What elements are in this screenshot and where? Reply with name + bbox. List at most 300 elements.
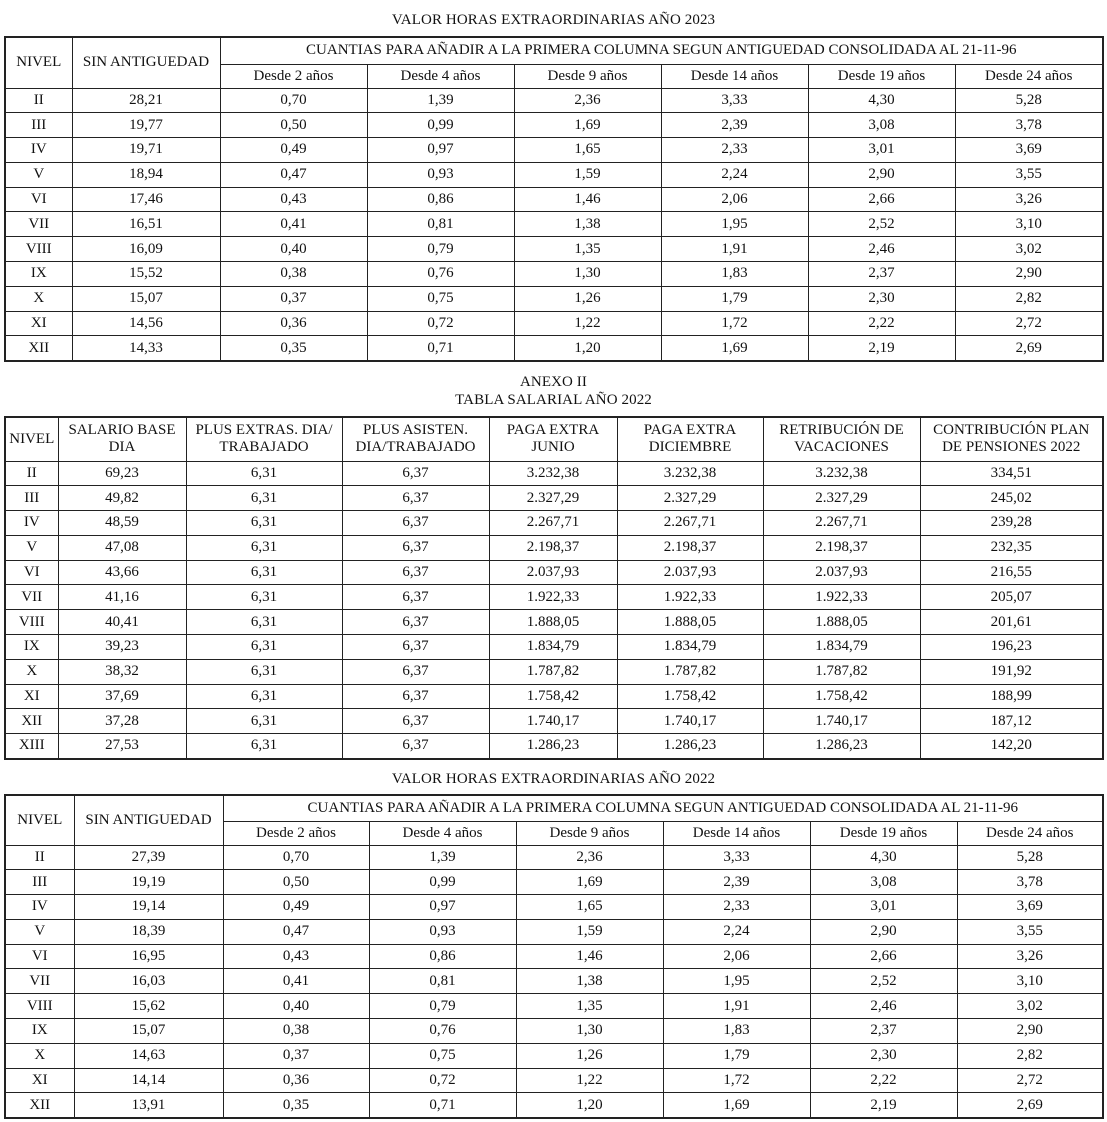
value-cell: 1,69 xyxy=(663,1093,810,1118)
level-cell: II xyxy=(5,88,72,113)
value-cell: 1.286,23 xyxy=(617,734,763,759)
value-cell: 6,37 xyxy=(342,585,489,610)
sub-header: Desde 14 años xyxy=(663,821,810,845)
value-cell: 2.037,93 xyxy=(617,560,763,585)
value-cell: 19,71 xyxy=(72,138,220,163)
value-cell: 0,50 xyxy=(223,870,369,895)
value-cell: 6,31 xyxy=(186,511,342,536)
table-row xyxy=(5,336,1103,361)
level-cell: X xyxy=(5,1043,74,1068)
value-cell: 15,52 xyxy=(72,262,220,287)
value-cell: 14,63 xyxy=(74,1043,223,1068)
value-cell: 6,37 xyxy=(342,635,489,660)
value-cell: 6,37 xyxy=(342,486,489,511)
value-cell: 1,38 xyxy=(514,212,661,237)
value-cell: 1.834,79 xyxy=(489,635,617,660)
level-cell: XI xyxy=(5,311,72,336)
value-cell: 201,61 xyxy=(920,610,1103,635)
value-cell: 6,37 xyxy=(342,734,489,759)
table-row xyxy=(5,88,1103,113)
value-cell: 14,33 xyxy=(72,336,220,361)
sub-header: Desde 9 años xyxy=(514,64,661,88)
value-cell: 0,86 xyxy=(369,944,516,969)
value-cell: 5,28 xyxy=(955,88,1103,113)
value-cell: 0,37 xyxy=(220,286,367,311)
col-paga-diciembre-header: PAGA EXTRA DICIEMBRE xyxy=(617,417,763,461)
level-cell: V xyxy=(5,919,74,944)
value-cell: 16,09 xyxy=(72,237,220,262)
value-cell: 16,51 xyxy=(72,212,220,237)
value-cell: 6,31 xyxy=(186,684,342,709)
level-cell: VIII xyxy=(5,237,72,262)
value-cell: 1,79 xyxy=(661,286,808,311)
value-cell: 0,71 xyxy=(369,1093,516,1118)
col-sin-antiguedad-header: SIN ANTIGUEDAD xyxy=(72,37,220,88)
value-cell: 187,12 xyxy=(920,709,1103,734)
value-cell: 6,31 xyxy=(186,535,342,560)
col-plan-pensiones-header: CONTRIBUCIÓN PLAN DE PENSIONES 2022 xyxy=(920,417,1103,461)
value-cell: 6,31 xyxy=(186,709,342,734)
level-cell: XII xyxy=(5,1093,74,1118)
value-cell: 2.327,29 xyxy=(617,486,763,511)
value-cell: 205,07 xyxy=(920,585,1103,610)
table1-title: VALOR HORAS EXTRAORDINARIAS AÑO 2023 xyxy=(391,12,716,28)
value-cell: 2.267,71 xyxy=(763,511,920,536)
table-row xyxy=(5,461,1103,486)
value-cell: 0,99 xyxy=(369,870,516,895)
value-cell: 19,19 xyxy=(74,870,223,895)
value-cell: 0,79 xyxy=(367,237,514,262)
value-cell: 1.758,42 xyxy=(617,684,763,709)
value-cell: 6,31 xyxy=(186,486,342,511)
table2-title: TABLA SALARIAL AÑO 2022 xyxy=(455,392,652,408)
level-cell: VI xyxy=(5,560,58,585)
value-cell: 4,30 xyxy=(808,88,955,113)
value-cell: 49,82 xyxy=(58,486,186,511)
value-cell: 1,59 xyxy=(516,919,663,944)
value-cell: 245,02 xyxy=(920,486,1103,511)
table-row xyxy=(5,1093,1103,1118)
table-row xyxy=(5,1043,1103,1068)
value-cell: 1,69 xyxy=(516,870,663,895)
value-cell: 6,31 xyxy=(186,461,342,486)
value-cell: 6,37 xyxy=(342,659,489,684)
value-cell: 1,35 xyxy=(514,237,661,262)
sub-header: Desde 9 años xyxy=(516,821,663,845)
value-cell: 15,07 xyxy=(72,286,220,311)
col-paga-junio-header: PAGA EXTRA JUNIO xyxy=(489,417,617,461)
table-row xyxy=(5,1019,1103,1044)
value-cell: 3,01 xyxy=(810,895,957,920)
value-cell: 2,66 xyxy=(810,944,957,969)
value-cell: 1,20 xyxy=(514,336,661,361)
value-cell: 3,69 xyxy=(957,895,1103,920)
value-cell: 2,90 xyxy=(955,262,1103,287)
value-cell: 3,26 xyxy=(957,944,1103,969)
sub-header: Desde 19 años xyxy=(810,821,957,845)
value-cell: 1,22 xyxy=(514,311,661,336)
table-row xyxy=(5,187,1103,212)
value-cell: 3,55 xyxy=(957,919,1103,944)
value-cell: 3.232,38 xyxy=(763,461,920,486)
value-cell: 14,14 xyxy=(74,1068,223,1093)
value-cell: 1.286,23 xyxy=(489,734,617,759)
value-cell: 15,62 xyxy=(74,994,223,1019)
value-cell: 2,39 xyxy=(661,113,808,138)
value-cell: 3,10 xyxy=(955,212,1103,237)
value-cell: 1,83 xyxy=(663,1019,810,1044)
level-cell: IV xyxy=(5,138,72,163)
value-cell: 0,37 xyxy=(223,1043,369,1068)
sub-header: Desde 4 años xyxy=(367,64,514,88)
table-row xyxy=(5,944,1103,969)
value-cell: 1,59 xyxy=(514,162,661,187)
value-cell: 2,36 xyxy=(516,845,663,870)
level-cell: II xyxy=(5,845,74,870)
value-cell: 14,56 xyxy=(72,311,220,336)
level-cell: XII xyxy=(5,709,58,734)
col-nivel-header: NIVEL xyxy=(5,37,72,88)
value-cell: 1,30 xyxy=(516,1019,663,1044)
value-cell: 1,38 xyxy=(516,969,663,994)
value-cell: 2,69 xyxy=(957,1093,1103,1118)
table-row xyxy=(5,919,1103,944)
value-cell: 1.787,82 xyxy=(617,659,763,684)
value-cell: 2,90 xyxy=(808,162,955,187)
value-cell: 2.037,93 xyxy=(763,560,920,585)
value-cell: 2.327,29 xyxy=(489,486,617,511)
value-cell: 18,94 xyxy=(72,162,220,187)
value-cell: 2,33 xyxy=(663,895,810,920)
col-nivel-header: NIVEL xyxy=(5,795,74,845)
value-cell: 39,23 xyxy=(58,635,186,660)
value-cell: 3,55 xyxy=(955,162,1103,187)
value-cell: 1.888,05 xyxy=(617,610,763,635)
value-cell: 1,72 xyxy=(663,1068,810,1093)
level-cell: VIII xyxy=(5,610,58,635)
value-cell: 0,72 xyxy=(369,1068,516,1093)
value-cell: 2,72 xyxy=(955,311,1103,336)
value-cell: 0,70 xyxy=(220,88,367,113)
table-row xyxy=(5,162,1103,187)
value-cell: 0,43 xyxy=(220,187,367,212)
table-row xyxy=(5,635,1103,660)
level-cell: II xyxy=(5,461,58,486)
value-cell: 2,46 xyxy=(810,994,957,1019)
value-cell: 3,01 xyxy=(808,138,955,163)
level-cell: VII xyxy=(5,969,74,994)
value-cell: 0,41 xyxy=(223,969,369,994)
value-cell: 0,76 xyxy=(367,262,514,287)
value-cell: 1,26 xyxy=(514,286,661,311)
level-cell: VII xyxy=(5,212,72,237)
value-cell: 0,38 xyxy=(220,262,367,287)
value-cell: 37,69 xyxy=(58,684,186,709)
value-cell: 188,99 xyxy=(920,684,1103,709)
level-cell: X xyxy=(5,659,58,684)
value-cell: 2,46 xyxy=(808,237,955,262)
value-cell: 0,71 xyxy=(367,336,514,361)
value-cell: 1.740,17 xyxy=(763,709,920,734)
value-cell: 1,39 xyxy=(367,88,514,113)
value-cell: 18,39 xyxy=(74,919,223,944)
value-cell: 43,66 xyxy=(58,560,186,585)
value-cell: 1,69 xyxy=(661,336,808,361)
value-cell: 16,03 xyxy=(74,969,223,994)
value-cell: 2,30 xyxy=(808,286,955,311)
table-row xyxy=(5,585,1103,610)
table1-body xyxy=(5,88,1103,361)
value-cell: 1.787,82 xyxy=(763,659,920,684)
value-cell: 1,46 xyxy=(514,187,661,212)
value-cell: 2,19 xyxy=(810,1093,957,1118)
value-cell: 1.758,42 xyxy=(489,684,617,709)
value-cell: 2,37 xyxy=(810,1019,957,1044)
value-cell: 1.740,17 xyxy=(617,709,763,734)
value-cell: 2,36 xyxy=(514,88,661,113)
level-cell: XI xyxy=(5,684,58,709)
level-cell: III xyxy=(5,113,72,138)
value-cell: 0,76 xyxy=(369,1019,516,1044)
level-cell: III xyxy=(5,486,58,511)
value-cell: 6,31 xyxy=(186,585,342,610)
value-cell: 27,39 xyxy=(74,845,223,870)
value-cell: 6,31 xyxy=(186,734,342,759)
value-cell: 334,51 xyxy=(920,461,1103,486)
table2-body xyxy=(5,461,1103,759)
level-cell: XIII xyxy=(5,734,58,759)
value-cell: 27,53 xyxy=(58,734,186,759)
value-cell: 6,37 xyxy=(342,709,489,734)
level-cell: IX xyxy=(5,262,72,287)
value-cell: 1,72 xyxy=(661,311,808,336)
sub-header: Desde 4 años xyxy=(369,821,516,845)
value-cell: 3,08 xyxy=(810,870,957,895)
table-row xyxy=(5,734,1103,759)
annex-label: ANEXO II xyxy=(519,374,588,390)
value-cell: 1,39 xyxy=(369,845,516,870)
level-cell: V xyxy=(5,535,58,560)
value-cell: 2,82 xyxy=(955,286,1103,311)
value-cell: 2.198,37 xyxy=(617,535,763,560)
table-row xyxy=(5,535,1103,560)
value-cell: 2,52 xyxy=(808,212,955,237)
value-cell: 0,81 xyxy=(369,969,516,994)
table-row xyxy=(5,138,1103,163)
value-cell: 2,90 xyxy=(810,919,957,944)
value-cell: 2.037,93 xyxy=(489,560,617,585)
table-row xyxy=(5,486,1103,511)
value-cell: 2,22 xyxy=(808,311,955,336)
value-cell: 2.198,37 xyxy=(489,535,617,560)
table-row xyxy=(5,212,1103,237)
value-cell: 0,75 xyxy=(367,286,514,311)
value-cell: 0,35 xyxy=(223,1093,369,1118)
level-cell: VI xyxy=(5,944,74,969)
value-cell: 1,30 xyxy=(514,262,661,287)
value-cell: 40,41 xyxy=(58,610,186,635)
value-cell: 0,43 xyxy=(223,944,369,969)
value-cell: 1,65 xyxy=(516,895,663,920)
sub-header: Desde 2 años xyxy=(223,821,369,845)
value-cell: 1,26 xyxy=(516,1043,663,1068)
value-cell: 3,69 xyxy=(955,138,1103,163)
level-cell: IV xyxy=(5,511,58,536)
value-cell: 2,24 xyxy=(663,919,810,944)
value-cell: 0,40 xyxy=(223,994,369,1019)
value-cell: 6,31 xyxy=(186,560,342,585)
value-cell: 2,72 xyxy=(957,1068,1103,1093)
value-cell: 69,23 xyxy=(58,461,186,486)
value-cell: 1.922,33 xyxy=(617,585,763,610)
value-cell: 6,31 xyxy=(186,635,342,660)
value-cell: 5,28 xyxy=(957,845,1103,870)
level-cell: III xyxy=(5,870,74,895)
value-cell: 6,37 xyxy=(342,461,489,486)
value-cell: 3.232,38 xyxy=(617,461,763,486)
value-cell: 3,33 xyxy=(663,845,810,870)
table-row xyxy=(5,237,1103,262)
level-cell: VI xyxy=(5,187,72,212)
value-cell: 1.888,05 xyxy=(489,610,617,635)
table-row xyxy=(5,895,1103,920)
value-cell: 2,90 xyxy=(957,1019,1103,1044)
value-cell: 1,69 xyxy=(514,113,661,138)
value-cell: 1,22 xyxy=(516,1068,663,1093)
table-row xyxy=(5,113,1103,138)
value-cell: 1.758,42 xyxy=(763,684,920,709)
value-cell: 1,83 xyxy=(661,262,808,287)
value-cell: 38,32 xyxy=(58,659,186,684)
value-cell: 13,91 xyxy=(74,1093,223,1118)
sub-header: Desde 24 años xyxy=(957,821,1103,845)
group-header: CUANTIAS PARA AÑADIR A LA PRIMERA COLUMNA SEGUN ANTIGUEDAD CONSOLIDADA AL 21-11-96 xyxy=(220,37,1103,64)
value-cell: 0,36 xyxy=(220,311,367,336)
value-cell: 3,02 xyxy=(957,994,1103,1019)
level-cell: IX xyxy=(5,635,58,660)
value-cell: 0,93 xyxy=(367,162,514,187)
value-cell: 239,28 xyxy=(920,511,1103,536)
value-cell: 1,95 xyxy=(663,969,810,994)
value-cell: 48,59 xyxy=(58,511,186,536)
value-cell: 1,35 xyxy=(516,994,663,1019)
value-cell: 2,39 xyxy=(663,870,810,895)
table-row xyxy=(5,286,1103,311)
value-cell: 1,79 xyxy=(663,1043,810,1068)
value-cell: 0,47 xyxy=(220,162,367,187)
value-cell: 1.286,23 xyxy=(763,734,920,759)
col-sin-antiguedad-header: SIN ANTIGUEDAD xyxy=(74,795,223,845)
value-cell: 1,91 xyxy=(661,237,808,262)
sub-header: Desde 19 años xyxy=(808,64,955,88)
salary-table-2022 xyxy=(4,416,1104,760)
value-cell: 16,95 xyxy=(74,944,223,969)
value-cell: 2,66 xyxy=(808,187,955,212)
value-cell: 2,52 xyxy=(810,969,957,994)
value-cell: 3,02 xyxy=(955,237,1103,262)
value-cell: 6,31 xyxy=(186,610,342,635)
value-cell: 0,40 xyxy=(220,237,367,262)
value-cell: 196,23 xyxy=(920,635,1103,660)
level-cell: VII xyxy=(5,585,58,610)
col-plus-asistencia-header: PLUS ASISTEN. DIA/TRABAJADO xyxy=(342,417,489,461)
value-cell: 0,99 xyxy=(367,113,514,138)
col-vacaciones-header: RETRIBUCIÓN DE VACACIONES xyxy=(763,417,920,461)
value-cell: 2.198,37 xyxy=(763,535,920,560)
value-cell: 1,20 xyxy=(516,1093,663,1118)
table-row xyxy=(5,845,1103,870)
value-cell: 1,95 xyxy=(661,212,808,237)
value-cell: 1,46 xyxy=(516,944,663,969)
col-salario-base-header: SALARIO BASE DIA xyxy=(58,417,186,461)
value-cell: 2,30 xyxy=(810,1043,957,1068)
col-plus-extras-header: PLUS EXTRAS. DIA/ TRABAJADO xyxy=(186,417,342,461)
value-cell: 2.267,71 xyxy=(617,511,763,536)
sub-header: Desde 14 años xyxy=(661,64,808,88)
value-cell: 2,24 xyxy=(661,162,808,187)
value-cell: 1.834,79 xyxy=(617,635,763,660)
overtime-table-2022 xyxy=(4,794,1104,1119)
value-cell: 3,26 xyxy=(955,187,1103,212)
table2-header-row xyxy=(5,417,1103,461)
value-cell: 0,35 xyxy=(220,336,367,361)
value-cell: 0,50 xyxy=(220,113,367,138)
value-cell: 142,20 xyxy=(920,734,1103,759)
value-cell: 41,16 xyxy=(58,585,186,610)
value-cell: 1.922,33 xyxy=(763,585,920,610)
value-cell: 3,10 xyxy=(957,969,1103,994)
value-cell: 19,77 xyxy=(72,113,220,138)
value-cell: 3,78 xyxy=(957,870,1103,895)
value-cell: 2.327,29 xyxy=(763,486,920,511)
table3-body xyxy=(5,845,1103,1118)
value-cell: 0,49 xyxy=(223,895,369,920)
value-cell: 2,69 xyxy=(955,336,1103,361)
level-cell: V xyxy=(5,162,72,187)
level-cell: IX xyxy=(5,1019,74,1044)
level-cell: VIII xyxy=(5,994,74,1019)
value-cell: 0,79 xyxy=(369,994,516,1019)
value-cell: 47,08 xyxy=(58,535,186,560)
table-row xyxy=(5,969,1103,994)
value-cell: 2,19 xyxy=(808,336,955,361)
value-cell: 1.888,05 xyxy=(763,610,920,635)
value-cell: 6,37 xyxy=(342,684,489,709)
value-cell: 0,70 xyxy=(223,845,369,870)
value-cell: 0,97 xyxy=(369,895,516,920)
table3-title: VALOR HORAS EXTRAORDINARIAS AÑO 2022 xyxy=(391,771,716,787)
value-cell: 17,46 xyxy=(72,187,220,212)
value-cell: 1.787,82 xyxy=(489,659,617,684)
sub-header: Desde 2 años xyxy=(220,64,367,88)
value-cell: 0,72 xyxy=(367,311,514,336)
value-cell: 1,65 xyxy=(514,138,661,163)
sub-header: Desde 24 años xyxy=(955,64,1103,88)
value-cell: 0,97 xyxy=(367,138,514,163)
value-cell: 3.232,38 xyxy=(489,461,617,486)
level-cell: X xyxy=(5,286,72,311)
value-cell: 2,33 xyxy=(661,138,808,163)
level-cell: IV xyxy=(5,895,74,920)
value-cell: 1.922,33 xyxy=(489,585,617,610)
value-cell: 3,33 xyxy=(661,88,808,113)
value-cell: 1,91 xyxy=(663,994,810,1019)
table-row xyxy=(5,994,1103,1019)
value-cell: 15,07 xyxy=(74,1019,223,1044)
value-cell: 2,82 xyxy=(957,1043,1103,1068)
table-row xyxy=(5,262,1103,287)
value-cell: 232,35 xyxy=(920,535,1103,560)
